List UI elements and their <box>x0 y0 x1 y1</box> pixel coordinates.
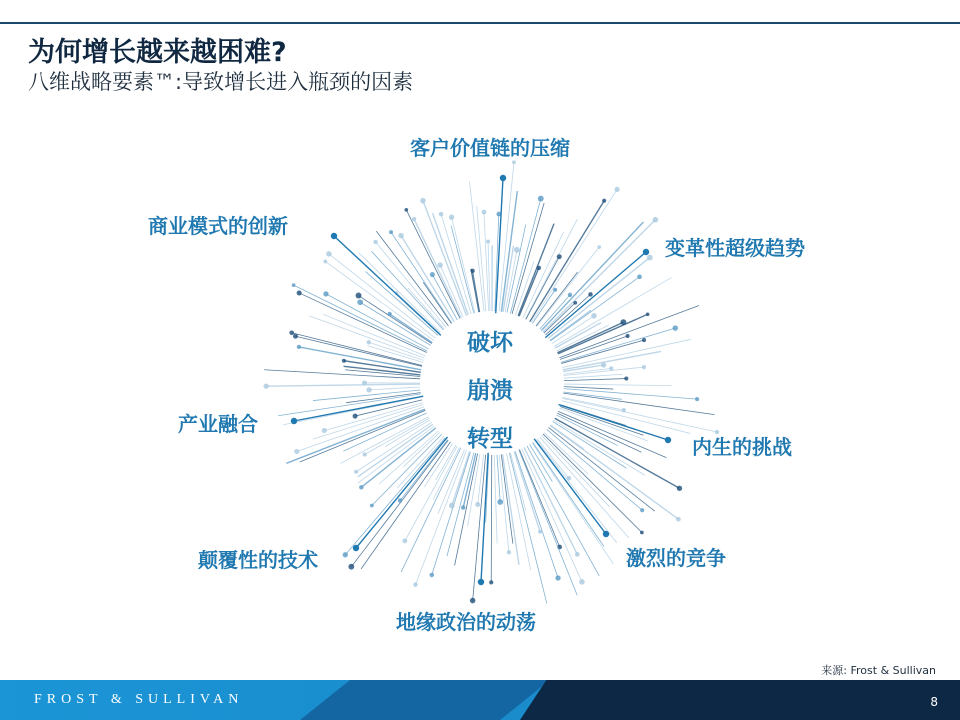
burst-ray <box>530 444 553 481</box>
burst-ray <box>400 440 448 501</box>
burst-ray <box>295 336 421 366</box>
burst-ray <box>369 387 420 390</box>
burst-dot <box>538 196 544 202</box>
burst-dot <box>588 292 592 296</box>
burst-dot <box>482 210 487 215</box>
burst-ray <box>536 440 616 543</box>
burst-dot <box>389 230 393 234</box>
burst-dot <box>398 498 402 502</box>
burst-dot <box>537 266 542 271</box>
footer-bar <box>0 680 960 720</box>
center-word-disruption: 破坏 <box>467 330 513 356</box>
burst-dot <box>294 449 299 454</box>
burst-dot <box>430 272 435 277</box>
burst-ray <box>391 232 452 323</box>
burst-ray <box>562 401 691 434</box>
burst-ray <box>470 182 484 312</box>
burst-dot <box>323 260 327 264</box>
burst-dot <box>430 573 435 578</box>
factor-pointer-dot <box>603 531 609 537</box>
burst-dot <box>653 217 659 223</box>
burst-dot <box>471 269 475 273</box>
burst-ray <box>550 277 639 341</box>
burst-dot <box>507 550 511 554</box>
burst-dot <box>461 505 465 509</box>
burst-dot <box>568 293 572 297</box>
burst-ray <box>518 224 554 316</box>
burst-dot <box>609 366 613 370</box>
burst-ray <box>564 384 671 386</box>
burst-dot <box>579 579 584 584</box>
burst-ray <box>555 418 680 488</box>
burst-ray <box>543 434 642 533</box>
burst-dot <box>353 413 358 418</box>
burst-dot <box>412 217 416 221</box>
burst-ray <box>564 367 644 375</box>
burst-dot <box>367 340 371 344</box>
burst-dot <box>297 345 301 349</box>
factor-pointer-dot <box>291 418 297 424</box>
burst-dot <box>555 575 560 580</box>
page-title: 为何增长越来越困难? <box>28 37 287 68</box>
burst-ray <box>564 379 626 381</box>
factor-business-model-innovation: 商业模式的创新 <box>148 214 288 238</box>
burst-dot <box>602 199 606 203</box>
burst-dot <box>439 212 444 217</box>
burst-ray <box>358 426 435 483</box>
burst-dot <box>373 240 377 244</box>
page-number: 8 <box>930 695 938 709</box>
burst-dot <box>437 262 442 267</box>
burst-dot <box>642 365 646 369</box>
burst-ray <box>561 340 644 363</box>
burst-dot <box>647 255 653 261</box>
burst-dot <box>640 531 644 535</box>
burst-dot <box>553 288 557 292</box>
burst-ray <box>376 231 448 326</box>
burst-dot <box>370 504 374 508</box>
source-note: 来源: Frost & Sullivan <box>821 664 936 677</box>
burst-ray <box>564 389 697 399</box>
footer-stripe <box>300 680 550 720</box>
factor-pointer-dot <box>665 437 671 443</box>
burst-ray <box>323 314 426 356</box>
burst-ray <box>313 390 420 401</box>
burst-dot <box>263 384 268 389</box>
burst-ray <box>455 454 478 566</box>
burst-dot <box>637 274 642 279</box>
burst-dot <box>497 499 503 505</box>
factor-pointer-dot <box>331 233 337 239</box>
burst-dot <box>538 530 542 534</box>
burst-dot <box>359 485 363 489</box>
burst-ray <box>525 219 577 319</box>
burst-dot <box>646 312 650 316</box>
burst-dot <box>323 291 328 296</box>
burst-dot <box>475 502 480 507</box>
burst-dot <box>557 254 562 259</box>
burst-dot <box>354 470 358 474</box>
burst-ray <box>266 384 420 386</box>
burst-ray <box>360 302 430 345</box>
burst-dot <box>677 486 682 491</box>
burst-dot <box>597 245 601 249</box>
burst-dot <box>292 283 296 287</box>
burst-dot <box>470 598 476 604</box>
factor-industry-convergence: 产业融合 <box>178 412 258 436</box>
burst-dot <box>695 397 699 401</box>
burst-dot <box>514 247 520 253</box>
factor-customer-value-chain: 客户价值链的压缩 <box>410 136 570 160</box>
burst-ray <box>557 325 609 351</box>
footer-dark-panel <box>520 680 960 720</box>
burst-ray <box>346 393 421 403</box>
burst-ray <box>533 442 604 546</box>
burst-ray <box>463 453 476 507</box>
burst-dot <box>676 517 681 522</box>
burst-dot <box>573 301 577 305</box>
burst-dot <box>601 362 606 367</box>
brand-logo-text: FROST & SULLIVAN <box>34 692 244 707</box>
burst-dot <box>356 293 362 299</box>
burst-ray <box>554 278 671 347</box>
burst-dot <box>402 538 407 543</box>
factor-geopolitical-chaos: 地缘政治的动荡 <box>396 610 536 634</box>
burst-dot <box>615 187 620 192</box>
burst-dot <box>398 233 404 239</box>
burst-dot <box>624 377 628 381</box>
factor-disruptive-technologies: 颠覆性的技术 <box>198 548 318 572</box>
factor-internal-challenges: 内生的挑战 <box>692 435 792 459</box>
burst-dot <box>449 503 455 509</box>
burst-dot <box>289 330 294 335</box>
burst-dot <box>362 452 366 456</box>
burst-dot <box>404 208 408 212</box>
burst-dot <box>366 387 371 392</box>
burst-ray <box>564 387 613 389</box>
burst-ray <box>473 271 480 312</box>
burst-dot <box>362 380 367 385</box>
burst-dot <box>420 198 426 204</box>
burst-ray <box>423 201 467 316</box>
center-word-transformation: 转型 <box>467 426 513 452</box>
factor-pointer-dot <box>500 175 506 181</box>
burst-ray <box>563 392 621 399</box>
burst-dot <box>486 240 490 244</box>
burst-dot <box>642 338 646 342</box>
burst-dot <box>388 312 392 316</box>
burst-ray <box>512 203 544 314</box>
burst-dot <box>673 325 678 330</box>
burst-dot <box>322 428 327 433</box>
burst-ray <box>559 408 647 441</box>
burst-ray <box>519 450 577 595</box>
burst-dot <box>591 313 597 319</box>
factor-pointer-dot <box>478 579 484 585</box>
burst-ray <box>547 430 642 511</box>
center-word-collapse: 崩溃 <box>467 378 513 404</box>
burst-ray <box>494 455 497 544</box>
burst-ray <box>432 452 471 575</box>
burst-dot <box>449 215 454 220</box>
burst-dot <box>348 564 354 570</box>
factor-pointer-dot <box>353 545 359 551</box>
burst-dot <box>640 508 644 512</box>
burst-dot <box>626 334 630 338</box>
burst-dot <box>326 251 332 257</box>
factor-pointer-dot <box>643 249 649 255</box>
burst-dot <box>357 299 363 305</box>
burst-ray <box>361 442 450 569</box>
factor-transformative-megatrends: 变革性超级趋势 <box>665 236 805 260</box>
burst-dot <box>297 290 302 295</box>
page-subtitle: 八维战略要素™:导致增长进入瓶颈的因素 <box>28 70 414 94</box>
burst-dot <box>575 552 580 557</box>
burst-dot <box>413 582 417 586</box>
burst-dot <box>489 580 493 584</box>
burst-ray <box>514 452 540 532</box>
burst-dot <box>343 552 348 557</box>
factor-competitive-intensity: 激烈的竞争 <box>626 546 726 570</box>
burst-ray <box>405 446 457 541</box>
burst-dot <box>342 359 346 363</box>
